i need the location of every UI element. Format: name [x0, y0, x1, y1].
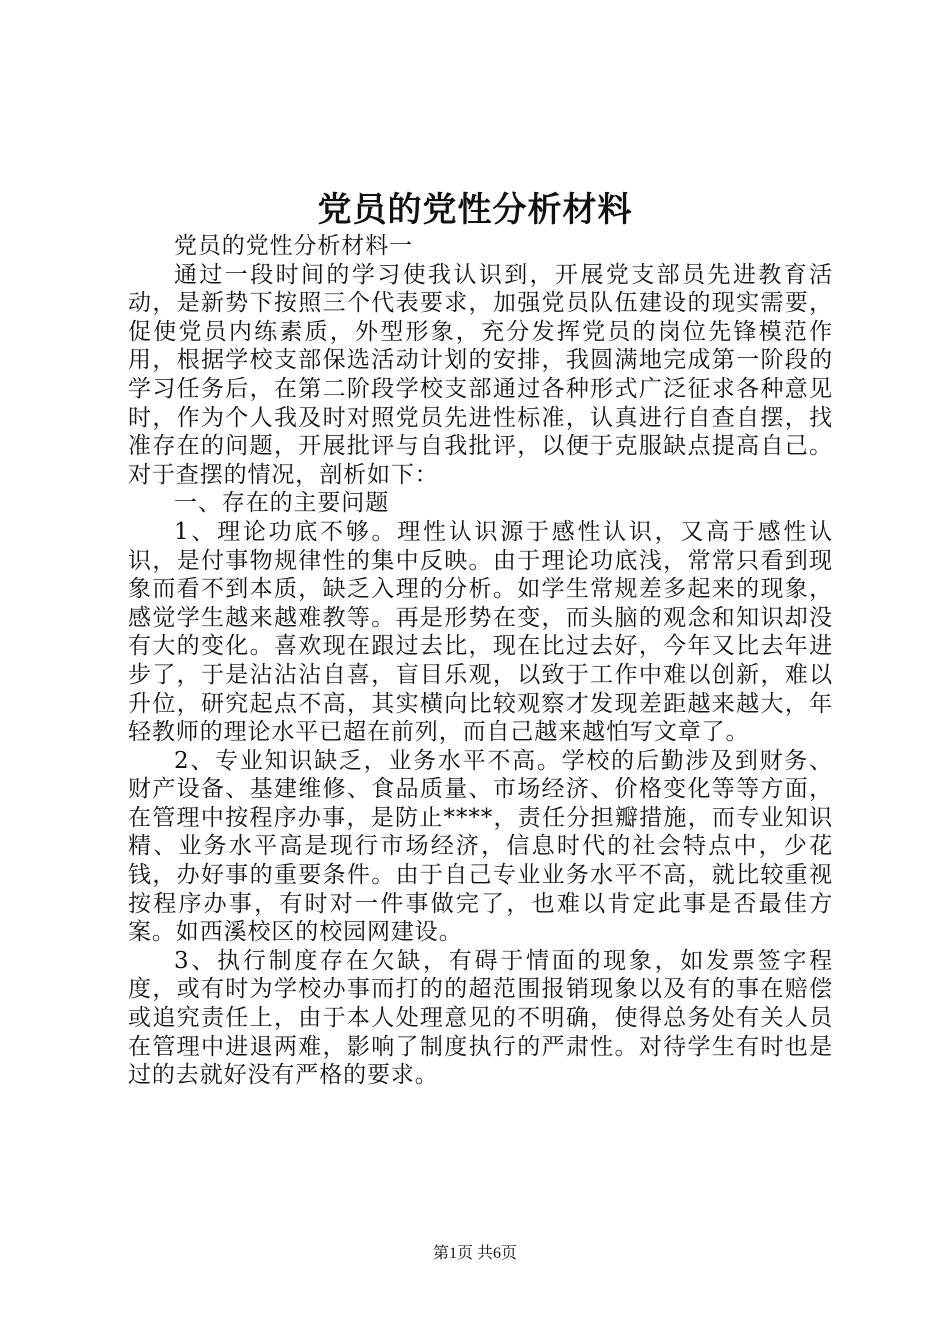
paragraph-problem-2: 2、专业知识缺乏，业务水平不高。学校的后勤涉及到财务、财产设备、基建维修、食品质量、市场经济、价格变化等等方面，在管理中按程序办事，是防止****，责任分担瓣措施，而专业知识精、业务水平高是现行市场经济，信息时代的社会特点中，少花钱，办好事的重要条件。由于自己专业业务水平不高，就比较重视按程序办事，有时对一件事做完了，也难以肯定此事是否最佳方案。如西溪校区的校园网建设。	[128, 747, 833, 946]
paragraph-problem-3: 3、执行制度存在欠缺，有碍于情面的现象，如发票签字程度，或有时为学校办事而打的的超范围报销现象以及有的事在赔偿或追究责任上，由于本人处理意见的不明确，使得总务处有关人员在管理中进退两难，影响了制度执行的严肃性。对待学生有时也是过的去就好没有严格的要求。	[128, 947, 833, 1089]
document-title: 党员的党性分析材料	[317, 190, 633, 230]
section-heading-problems: 一、存在的主要问题	[174, 490, 390, 517]
page-number-footer: 第1页 共6页	[432, 1245, 517, 1262]
section-subtitle: 党员的党性分析材料一	[174, 233, 413, 259]
document-body	[128, 232, 833, 1090]
paragraph-intro: 通过一段时间的学习使我认识到，开展党支部员先进教育活动，是新势下按照三个代表要求，加强党员队伍建设的现实需要，促使党员内练素质，外型形象，充分发挥党员的岗位先锋模范作用，根据学校支部保选活动计划的安排，我圆满地完成第一阶段的学习任务后，在第二阶段学校支部通过各种形式广泛征求各种意见时，作为个人我及时对照党员先进性标准，认真进行自查自摆，找准存在的问题，开展批评与自我批评，以便于克服缺点提高自己。对于查摆的情况，剖析如下：	[128, 261, 833, 488]
paragraph-problem-1: 1、理论功底不够。理性认识源于感性认识，又高于感性认识，是付事物规律性的集中反映。由于理论功底浅，常常只看到现象而看不到本质，缺乏入理的分析。如学生常规差多起来的现象，感觉学生越来越难教等。再是形势在变，而头脑的观念和知识却没有大的变化。喜欢现在跟过去比，现在比过去好，今年又比去年进步了，于是沾沾沾自喜，盲目乐观，以致于工作中难以创新，难以升位，研究起点不高，其实横向比较观察才发现差距越来越大，年轻教师的理论水平已超在前列，而自己越来越怕写文章了。	[128, 518, 833, 746]
